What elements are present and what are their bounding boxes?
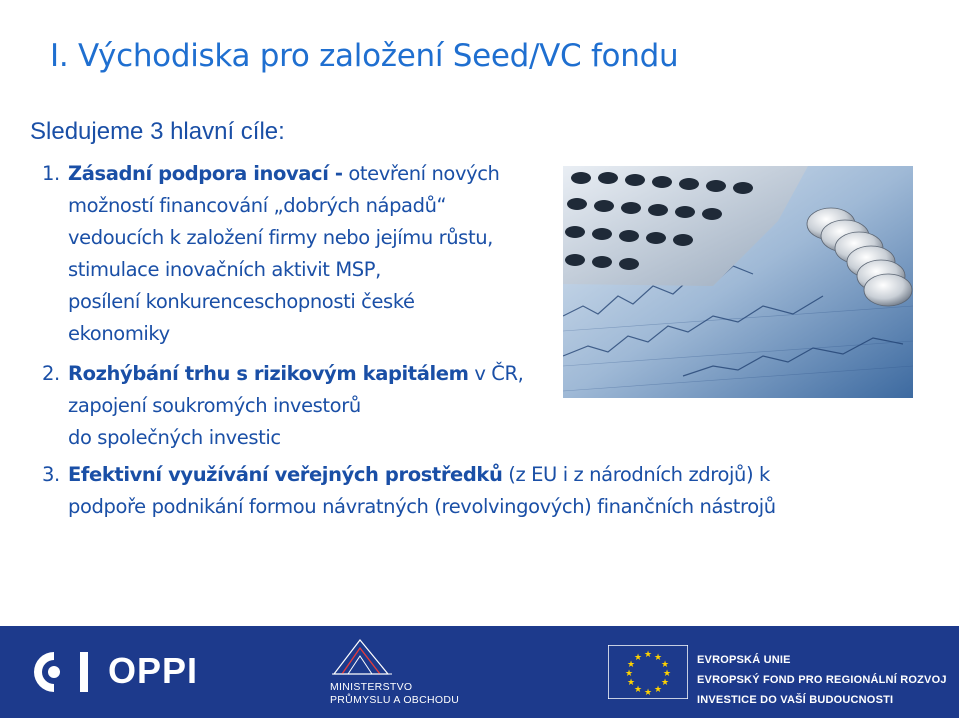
eu-flag-icon [608,645,688,699]
svg-text:★: ★ [633,653,643,663]
intro-text: Sledujeme 3 hlavní cíle: [30,118,285,145]
page-title: I. Východiska pro založení Seed/VC fondu [50,38,679,74]
finance-photo-illustration [563,166,913,398]
goal-text: ekonomiky [68,322,170,345]
goal-heading: Efektivní využívání veřejných prostředků [68,463,503,486]
footer-bar [0,626,959,718]
svg-text:★: ★ [633,685,643,695]
finance-photo [563,166,913,398]
goal-item-2 [42,358,524,454]
goal-number: 3. [42,463,60,486]
goal-text: do společných investic [68,426,281,449]
svg-text:★: ★ [626,678,636,688]
goal-text: v ČR, [474,362,524,385]
ministry-line-2: PRŮMYSLU A OBCHODU [330,694,460,706]
goal-heading: Zásadní podpora inovací - [68,162,343,185]
goal-number: 2. [42,362,60,385]
ministry-line-1: MINISTERSTVO [330,681,413,693]
eu-line-2: EVROPSKÝ FOND PRO REGIONÁLNÍ ROZVOJ [697,674,947,686]
eu-line-3: INVESTICE DO VAŠÍ BUDOUCNOSTI [697,694,894,706]
goal-text: zapojení soukromých investorů [68,394,361,417]
svg-text:★: ★ [624,669,634,679]
svg-text:★: ★ [643,650,653,660]
ministry-logo-icon [330,636,394,680]
oppi-logo-text: OPPI [108,650,199,691]
svg-text:★: ★ [643,688,653,698]
ministry-logo-text [330,681,459,707]
svg-text:★: ★ [653,653,663,663]
goal-text: (z EU i z národních zdrojů) k [508,463,770,486]
svg-text:★: ★ [653,685,663,695]
eu-text-block [697,650,947,710]
goal-text: vedoucích k založení firmy nebo jejímu růstu, [68,226,493,249]
goal-text: posílení konkurenceschopnosti české [68,290,415,313]
goal-text: otevření nových [348,162,500,185]
goal-number: 1. [42,162,60,185]
svg-text:★: ★ [626,660,636,670]
goal-text: podpoře podnikání formou návratných (revolvingových) finančních nástrojů [68,495,776,518]
goal-item-3 [42,459,776,523]
svg-text:★: ★ [662,669,672,679]
goal-text: možností financování „dobrých nápadů“ [68,194,447,217]
goal-heading: Rozhýbání trhu s rizikovým kapitálem [68,362,469,385]
eu-line-1: EVROPSKÁ UNIE [697,654,791,666]
svg-text:★: ★ [660,678,670,688]
svg-text:★: ★ [660,660,670,670]
goal-item-1 [42,158,500,350]
oppi-logo-icon [32,646,102,698]
goal-text: stimulace inovačních aktivit MSP, [68,258,381,281]
